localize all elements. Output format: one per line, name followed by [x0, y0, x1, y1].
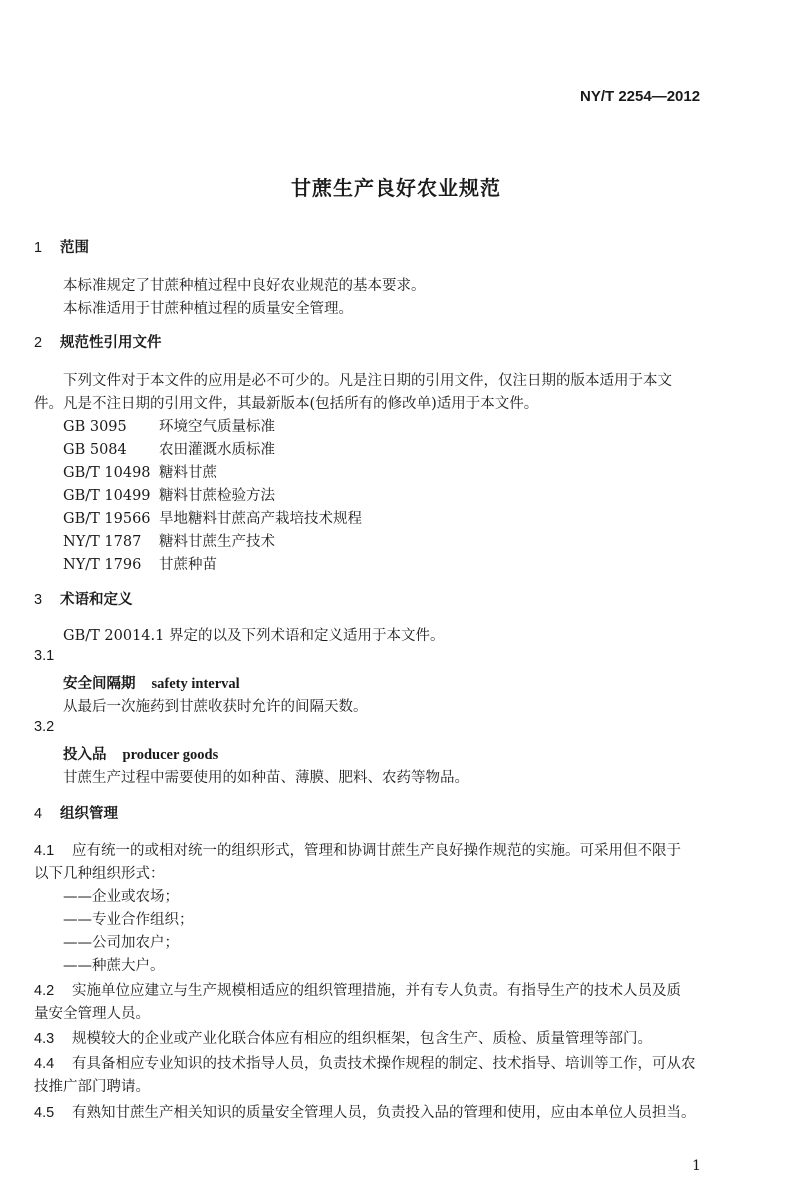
term-heading: [63, 672, 240, 693]
clause-number: 4.1: [34, 843, 55, 859]
section-4-heading: [34, 802, 118, 823]
reference-item: [63, 507, 362, 528]
term-number: 3.2: [34, 719, 55, 735]
clause-continuation: 技推广部门聘请。: [34, 1079, 150, 1095]
reference-item: [63, 438, 275, 459]
paragraph: 本标准适用于甘蔗种植过程的质量安全管理。: [63, 301, 353, 317]
reference-code: GB 3095: [63, 419, 127, 435]
section-number: 2: [34, 335, 43, 351]
page-number: 1: [692, 1158, 701, 1174]
section-title: 范围: [60, 239, 89, 256]
paragraph: 本标准规定了甘蔗种植过程中良好农业规范的基本要求。: [63, 278, 426, 294]
clause-4-3: [34, 1027, 652, 1048]
term-zh: 投入品: [63, 746, 107, 763]
reference-name: 环境空气质量标准: [159, 419, 275, 435]
reference-code: GB/T 10498: [63, 465, 151, 481]
section-number: 3: [34, 592, 43, 608]
clause-number: 4.4: [34, 1056, 55, 1072]
clause-text: 实施单位应建立与生产规模相适应的组织管理措施，并有专人负责。有指导生产的技术人员及质: [72, 983, 681, 999]
reference-name: 甘蔗种苗: [159, 557, 217, 573]
document-title: 甘蔗生产良好农业规范: [291, 176, 501, 200]
reference-code: NY/T 1796: [63, 557, 142, 573]
reference-item: [63, 530, 275, 551]
section-title: 组织管理: [60, 805, 118, 822]
reference-name: 农田灌溉水质标准: [159, 442, 275, 458]
section-number: 1: [34, 240, 43, 256]
reference-code: GB/T 10499: [63, 488, 151, 504]
list-item: ——专业合作组织；: [63, 912, 194, 928]
reference-name: 旱地糖料甘蔗高产栽培技术规程: [159, 511, 362, 527]
clause-continuation: 量安全管理人员。: [34, 1006, 150, 1022]
reference-code: GB/T 19566: [63, 511, 151, 527]
reference-name: 糖料甘蔗: [159, 465, 217, 481]
section-3-heading: [34, 588, 133, 609]
term-zh: 安全间隔期: [63, 675, 136, 692]
clause-4-4: [34, 1052, 696, 1073]
section-2-heading: [34, 331, 162, 352]
section-title: 术语和定义: [60, 591, 133, 608]
clause-4-2: [34, 979, 681, 1000]
paragraph-line: 件。凡是不注日期的引用文件，其最新版本(包括所有的修改单)适用于本文件。: [34, 396, 539, 412]
section-title: 规范性引用文件: [60, 334, 162, 351]
reference-item: [63, 461, 217, 482]
reference-code: NY/T 1787: [63, 534, 142, 550]
reference-code: GB 5084: [63, 442, 127, 458]
clause-number: 4.2: [34, 983, 55, 999]
clause-text: 应有统一的或相对统一的组织形式，管理和协调甘蔗生产良好操作规范的实施。可采用但不限于: [72, 843, 681, 859]
clause-4-5: [34, 1101, 696, 1122]
clause-text: 规模较大的企业或产业化联合体应有相应的组织框架，包含生产、质检、质量管理等部门。: [72, 1031, 652, 1047]
reference-item: [63, 553, 217, 574]
section-number: 4: [34, 806, 43, 822]
reference-item: [63, 484, 275, 505]
clause-number: 4.5: [34, 1105, 55, 1121]
reference-name: 糖料甘蔗检验方法: [159, 488, 275, 504]
section-1-heading: [34, 236, 89, 257]
list-item: ——公司加农户；: [63, 935, 179, 951]
term-en: producer goods: [122, 747, 219, 763]
clause-text: 有熟知甘蔗生产相关知识的质量安全管理人员，负责投入品的管理和使用，应由本单位人员担当。: [72, 1105, 696, 1121]
term-number: 3.1: [34, 648, 55, 664]
term-en: safety interval: [151, 676, 240, 692]
paragraph: GB/T 20014.1 界定的以及下列术语和定义适用于本文件。: [63, 628, 445, 644]
list-item: ——企业或农场；: [63, 889, 179, 905]
reference-name: 糖料甘蔗生产技术: [159, 534, 275, 550]
reference-item: [63, 415, 275, 436]
list-item: ——种蔗大户。: [63, 958, 165, 974]
term-definition: 甘蔗生产过程中需要使用的如种苗、薄膜、肥料、农药等物品。: [63, 770, 469, 786]
paragraph-line: 下列文件对于本文件的应用是必不可少的。凡是注日期的引用文件，仅注日期的版本适用于本文: [63, 373, 672, 389]
clause-continuation: 以下几种组织形式：: [34, 866, 165, 882]
term-heading: [63, 743, 218, 764]
standard-id: NY/T 2254—2012: [580, 88, 701, 105]
clause-4-1: [34, 839, 681, 860]
clause-text: 有具备相应专业知识的技术指导人员，负责技术操作规程的制定、技术指导、培训等工作，可从农: [72, 1056, 696, 1072]
clause-number: 4.3: [34, 1031, 55, 1047]
term-definition: 从最后一次施药到甘蔗收获时允许的间隔天数。: [63, 699, 368, 715]
